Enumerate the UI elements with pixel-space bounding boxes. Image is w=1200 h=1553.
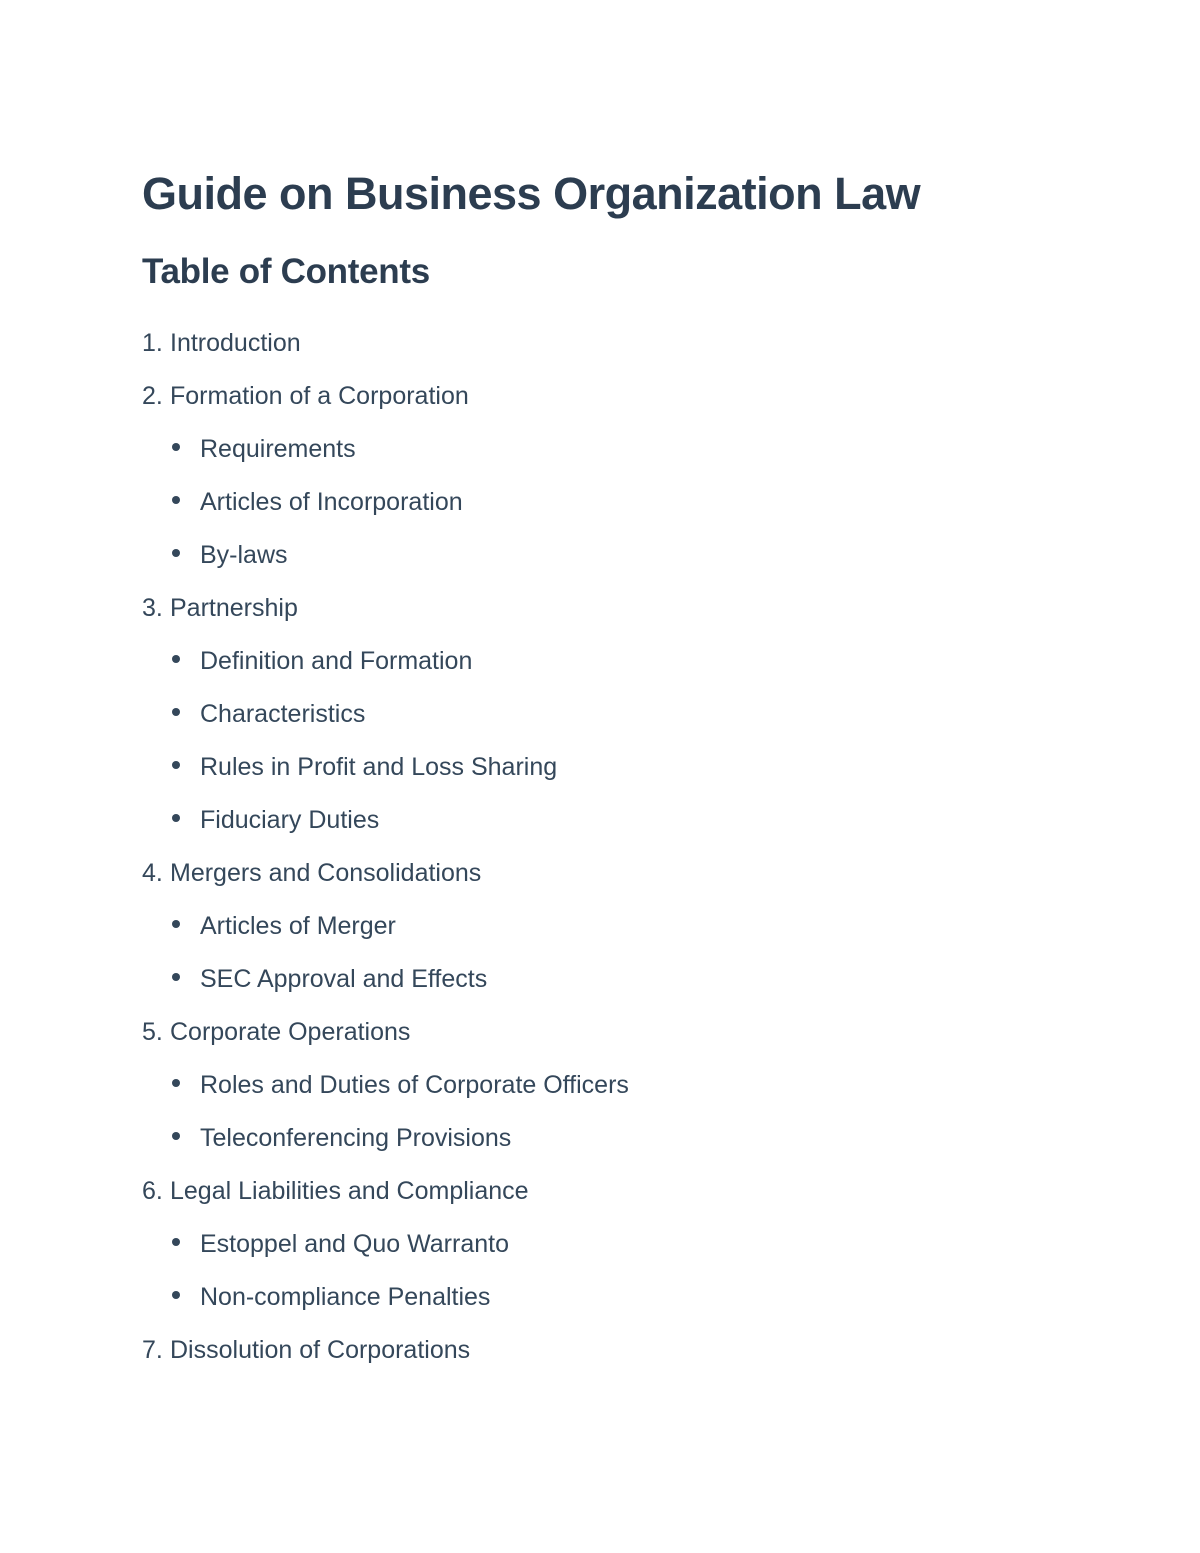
toc-subsection-item — [142, 1271, 1102, 1324]
toc-section-label: Legal Liabilities and Compliance — [170, 1177, 529, 1205]
toc-subsection-label: Definition and Formation — [200, 647, 473, 675]
toc-heading: Table of Contents — [142, 252, 430, 291]
toc-subsection-label: Teleconferencing Provisions — [200, 1124, 512, 1152]
toc-section-item — [142, 1165, 1102, 1218]
toc-section-item — [142, 847, 1102, 900]
toc-subsection-label: Non-compliance Penalties — [200, 1283, 491, 1311]
toc-subsection-label: By-laws — [200, 541, 288, 569]
document-page — [142, 166, 1102, 1377]
toc-subsection-item — [142, 953, 1102, 1006]
bullet-icon — [172, 443, 180, 451]
toc-subsection-label: Estoppel and Quo Warranto — [200, 1230, 509, 1258]
toc-subsection-label: SEC Approval and Effects — [200, 965, 488, 993]
toc-subsection-label: Rules in Profit and Loss Sharing — [200, 753, 558, 781]
toc-section-label: Partnership — [170, 594, 298, 622]
toc-subsection-item — [142, 794, 1102, 847]
toc-section-label: Mergers and Consolidations — [170, 859, 482, 887]
toc-subsection-item — [142, 1059, 1102, 1112]
toc-subsection-item — [142, 688, 1102, 741]
bullet-icon — [172, 549, 180, 557]
document-title: Guide on Business Organization Law — [142, 168, 921, 219]
toc-subsection-label: Requirements — [200, 435, 356, 463]
toc-section-item — [142, 1006, 1102, 1059]
toc-section-item — [142, 1324, 1102, 1377]
bullet-icon — [172, 1291, 180, 1299]
toc-section-label: Introduction — [170, 329, 301, 357]
toc-subsection-item — [142, 1112, 1102, 1165]
toc-subsection-item — [142, 529, 1102, 582]
toc-section-label: Formation of a Corporation — [170, 382, 469, 410]
bullet-icon — [172, 1132, 180, 1140]
toc-subsection-label: Articles of Incorporation — [200, 488, 463, 516]
bullet-icon — [172, 761, 180, 769]
toc-section-number: 2. — [142, 382, 163, 410]
toc-section-number: 4. — [142, 859, 163, 887]
toc-subsection-item — [142, 635, 1102, 688]
bullet-icon — [172, 973, 180, 981]
toc-section-number: 3. — [142, 594, 163, 622]
toc-section-number: 6. — [142, 1177, 163, 1205]
toc-subsection-item — [142, 741, 1102, 794]
toc-section-number: 1. — [142, 329, 163, 357]
toc-subsection-item — [142, 1218, 1102, 1271]
toc-section-item — [142, 582, 1102, 635]
bullet-icon — [172, 814, 180, 822]
toc-subsection-label: Characteristics — [200, 700, 366, 728]
toc-section-label: Corporate Operations — [170, 1018, 411, 1046]
toc-subsection-label: Roles and Duties of Corporate Officers — [200, 1071, 629, 1099]
bullet-icon — [172, 1238, 180, 1246]
bullet-icon — [172, 920, 180, 928]
toc-section-item — [142, 317, 1102, 370]
toc-subsection-item — [142, 423, 1102, 476]
bullet-icon — [172, 655, 180, 663]
toc-section-label: Dissolution of Corporations — [170, 1336, 471, 1364]
toc-subsection-item — [142, 476, 1102, 529]
toc-section-item — [142, 370, 1102, 423]
table-of-contents — [142, 317, 1102, 1377]
toc-section-number: 5. — [142, 1018, 163, 1046]
toc-section-number: 7. — [142, 1336, 163, 1364]
toc-subsection-label: Articles of Merger — [200, 912, 396, 940]
bullet-icon — [172, 708, 180, 716]
bullet-icon — [172, 496, 180, 504]
toc-subsection-item — [142, 900, 1102, 953]
bullet-icon — [172, 1079, 180, 1087]
toc-subsection-label: Fiduciary Duties — [200, 806, 380, 834]
